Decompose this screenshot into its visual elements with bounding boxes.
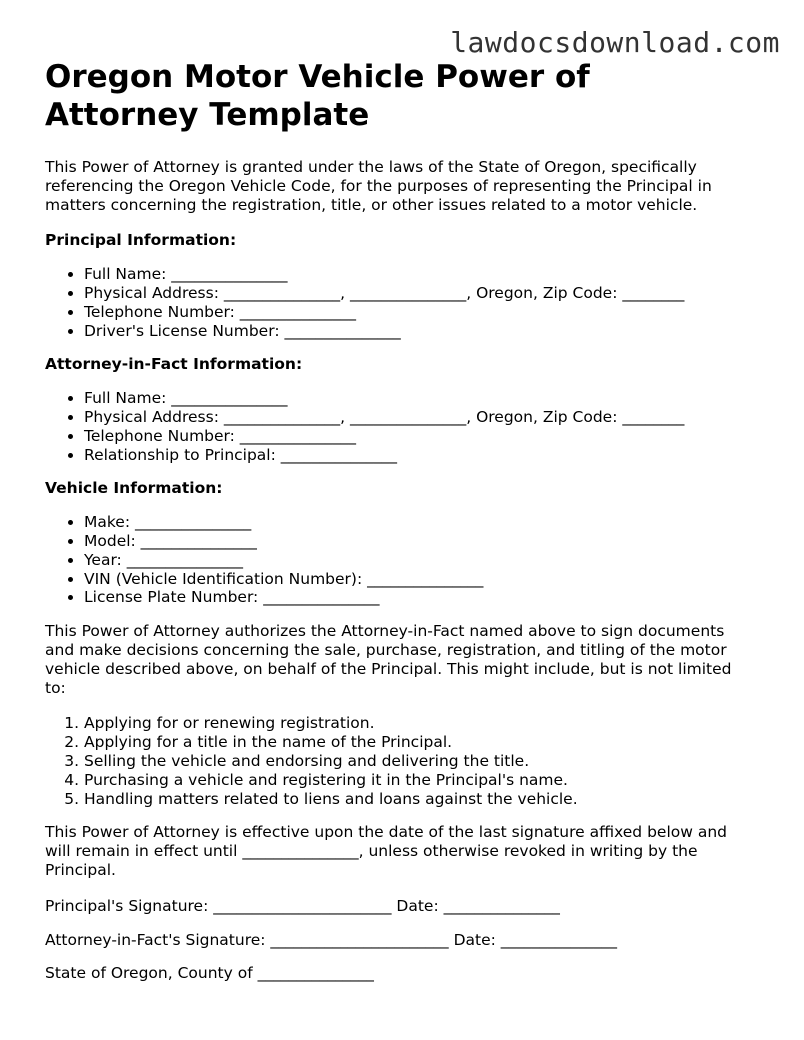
power-item: 1. Applying for or renewing registration. [84,714,750,733]
county-line: State of Oregon, County of _______________ [45,964,374,983]
power-item: 2. Applying for a title in the name of the Principal. [84,733,750,752]
attorney-list [45,389,750,464]
vehicle-list [45,513,750,607]
principal-heading: Principal Information: [45,231,237,250]
power-item: 5. Handling matters related to liens and loans against the vehicle. [84,790,750,809]
powers-list [45,714,750,808]
principal-full-name: • Full Name: _______________ [84,265,750,284]
principal-address: • Physical Address: _______________, _______________, Oregon, Zip Code: ________ [84,284,750,303]
attorney-signature-line: Attorney-in-Fact's Signature: _______________________ Date: _______________ [45,930,618,949]
authorization-paragraph: This Power of Attorney authorizes the Attorney-in-Fact named above to sign documents and make decisions concerning the sale, purchase, registration, and titling of the motor vehicle described above, on behalf of the Principal. This might include, but is not limited to: [45,622,732,697]
principal-list [45,265,750,340]
attorney-telephone: • Telephone Number: _______________ [84,427,750,446]
effective-paragraph: This Power of Attorney is effective upon the date of the last signature affixed below and will remain in effect until _______________, unless otherwise revoked in writing by the Principal. [45,823,727,879]
document-body [45,58,750,998]
vehicle-heading: Vehicle Information: [45,479,223,498]
vehicle-make: • Make: _______________ [84,513,750,532]
vehicle-model: • Model: _______________ [84,532,750,551]
power-item: 4. Purchasing a vehicle and registering it in the Principal's name. [84,771,750,790]
vehicle-vin: • VIN (Vehicle Identification Number): _______________ [84,570,750,589]
vehicle-year: • Year: _______________ [84,551,750,570]
attorney-heading: Attorney-in-Fact Information: [45,355,303,374]
principal-telephone: • Telephone Number: _______________ [84,303,750,322]
principal-signature-line: Principal's Signature: _______________________ Date: _______________ [45,896,560,915]
principal-license: • Driver's License Number: _______________ [84,322,750,341]
intro-paragraph: This Power of Attorney is granted under the laws of the State of Oregon, specifically referencing the Oregon Vehicle Code, for the purposes of representing the Principal in matters concerning the registration, title, or other issues related to a motor vehicle. [45,158,712,214]
attorney-full-name: • Full Name: _______________ [84,389,750,408]
power-item: 3. Selling the vehicle and endorsing and delivering the title. [84,752,750,771]
attorney-relationship: • Relationship to Principal: _______________ [84,446,750,465]
document-title: Oregon Motor Vehicle Power of Attorney Template [45,59,590,133]
attorney-address: • Physical Address: _______________, _______________, Oregon, Zip Code: ________ [84,408,750,427]
vehicle-plate: • License Plate Number: _______________ [84,588,750,607]
watermark: lawdocsdownload.com [450,26,780,59]
